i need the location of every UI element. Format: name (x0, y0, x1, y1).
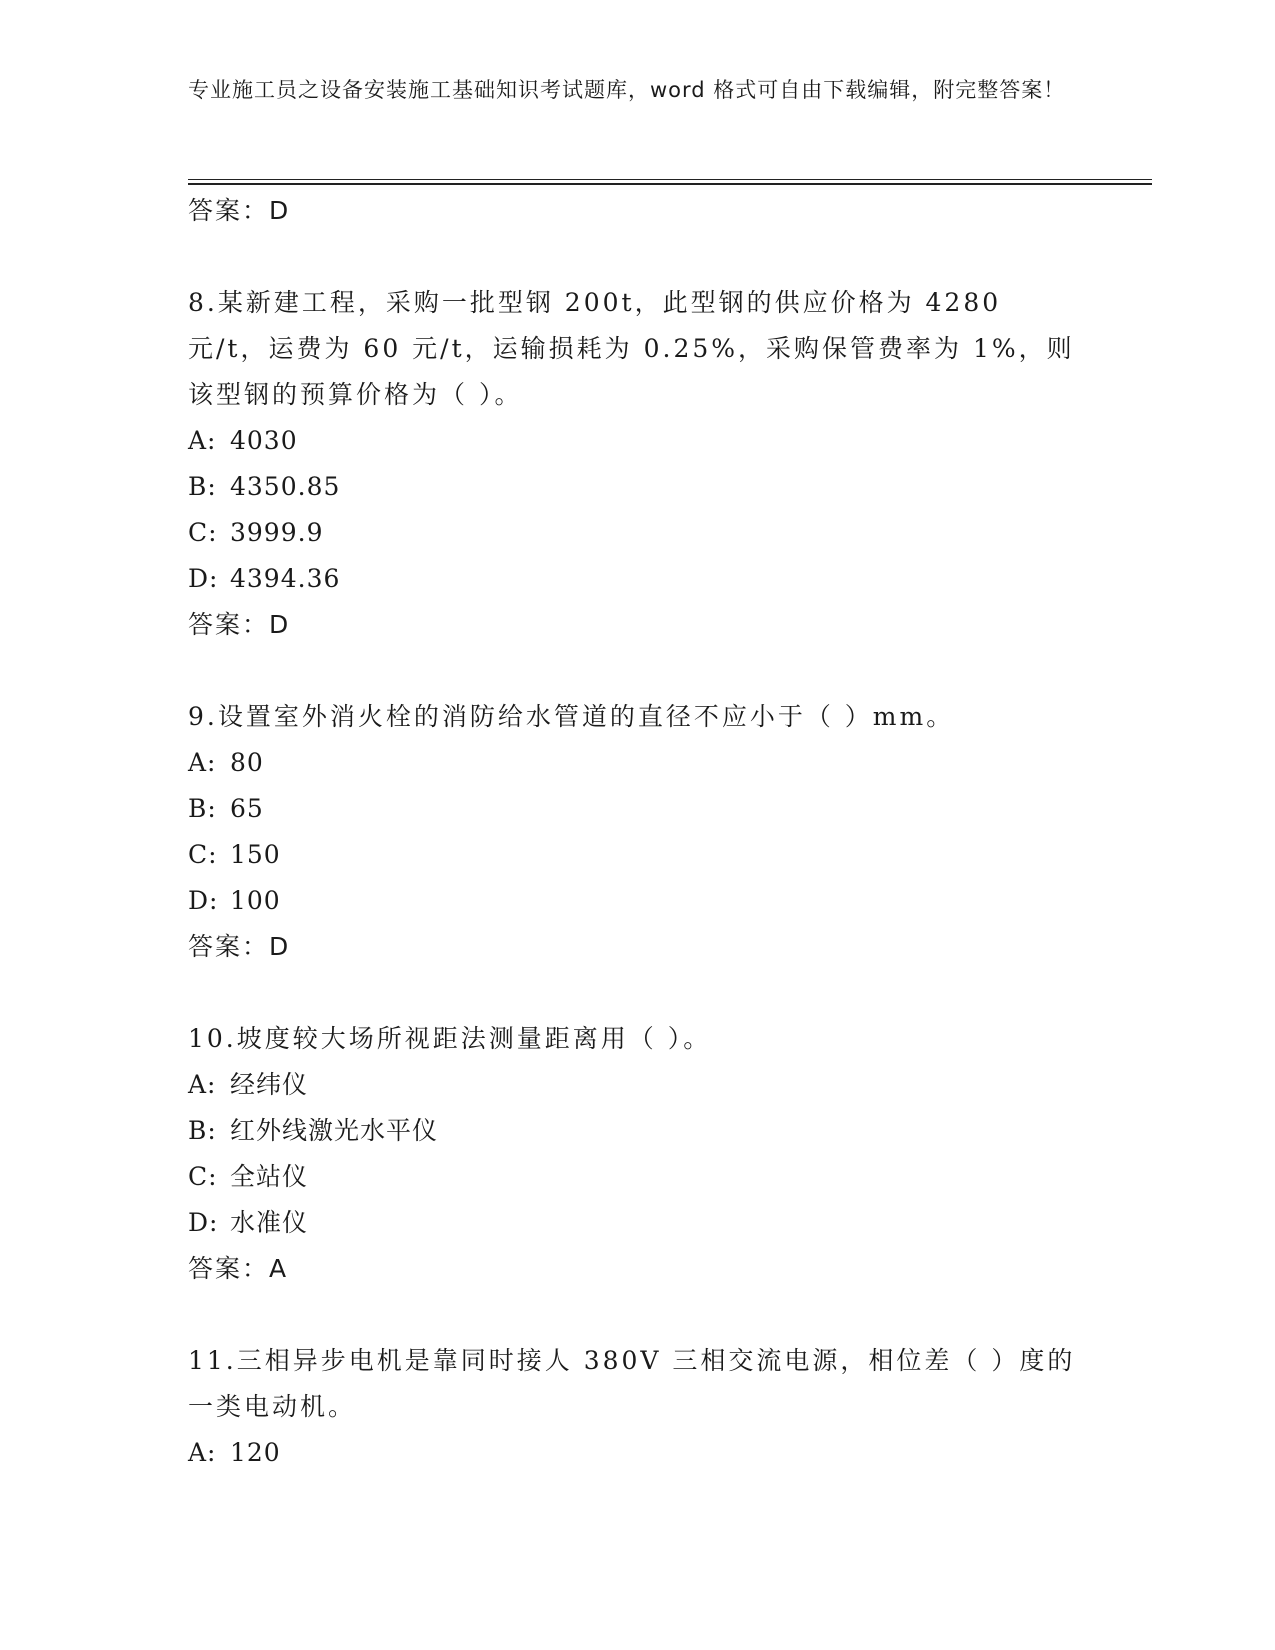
question-text: 8.某新建工程，采购一批型钢 200t，此型钢的供应价格为 4280 元/t，运费为 60 元/t，运输损耗为 0.25%，采购保管费率为 1%，则该型钢的预算价格为（ ）。 (188, 288, 1075, 409)
header-rule-thick (188, 183, 1152, 185)
question-10 (188, 1016, 1088, 1292)
option-d: D: 水准仪 (188, 1208, 309, 1237)
question-text: 11.三相异步电机是靠同时接人 380V 三相交流电源，相位差（ ）度的一类电动机。 (188, 1346, 1076, 1421)
option-c: C: 3999.9 (188, 518, 324, 547)
answer-line: 答案：D (188, 932, 291, 961)
option-d: D: 4394.36 (188, 564, 341, 593)
answer-line: 答案：D (188, 610, 291, 639)
answer-line: 答案：A (188, 1254, 289, 1283)
header-rule-thin (188, 179, 1152, 180)
option-c: C: 150 (188, 840, 281, 869)
option-b: B: 4350.85 (188, 472, 341, 501)
option-d: D: 100 (188, 886, 281, 915)
question-list (188, 188, 1088, 1476)
question-text: 10.坡度较大场所视距法测量距离用（ ）。 (188, 1024, 712, 1053)
option-a: A: 120 (188, 1438, 281, 1467)
question-8 (188, 280, 1088, 648)
question-text: 9.设置室外消火栓的消防给水管道的直径不应小于（ ）mm。 (188, 702, 955, 731)
option-c: C: 全站仪 (188, 1162, 309, 1191)
document-header: 专业施工员之设备安装施工基础知识考试题库，word 格式可自由下载编辑，附完整答案！ (188, 78, 1066, 102)
option-a: A: 经纬仪 (188, 1070, 309, 1099)
option-b: B: 红外线激光水平仪 (188, 1116, 439, 1145)
question-9 (188, 694, 1088, 970)
question-11 (188, 1338, 1088, 1476)
option-a: A: 80 (188, 748, 264, 777)
option-a: A: 4030 (188, 426, 298, 455)
answer-line: 答案：D (188, 196, 291, 225)
option-b: B: 65 (188, 794, 264, 823)
